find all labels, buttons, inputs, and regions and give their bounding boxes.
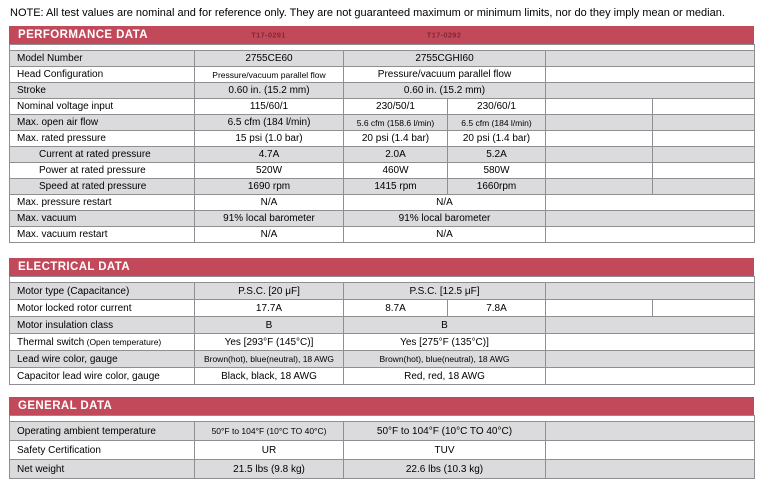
- row-label: Max. rated pressure: [10, 131, 195, 147]
- value-cell: 230/60/1: [448, 99, 546, 115]
- row-label: Max. pressure restart: [10, 195, 195, 211]
- value-cell: 115/60/1: [195, 99, 344, 115]
- section-title: ELECTRICAL DATA: [18, 261, 131, 273]
- value-cell: 20 psi (1.4 bar): [448, 131, 546, 147]
- value-cell: Yes [275°F (135°C)]: [344, 334, 546, 351]
- table-row: [10, 317, 755, 334]
- value-cell: 2.0A: [344, 147, 448, 163]
- row-label: Operating ambient temperature: [10, 422, 195, 441]
- section-performance-data: [9, 26, 754, 243]
- empty-cell: [546, 460, 755, 479]
- value-cell: 1415 rpm: [344, 179, 448, 195]
- empty-cell: [653, 147, 755, 163]
- empty-cell: [546, 283, 755, 300]
- table-row: [10, 211, 755, 227]
- value-cell: N/A: [195, 195, 344, 211]
- section-general-data: [9, 397, 754, 479]
- value-cell: Pressure/vacuum parallel flow: [344, 67, 546, 83]
- row-label-note: (Open temperature): [84, 336, 162, 347]
- table-row: [10, 67, 755, 83]
- value-cell: P.S.C. [20 μF]: [195, 283, 344, 300]
- empty-cell: [546, 99, 653, 115]
- empty-cell: [653, 115, 755, 131]
- row-label: Motor locked rotor current: [10, 300, 195, 317]
- value-cell: 22.6 lbs (10.3 kg): [344, 460, 546, 479]
- row-label: Max. open air flow: [10, 115, 195, 131]
- value-cell: N/A: [195, 227, 344, 243]
- row-label: Motor type (Capacitance): [10, 283, 195, 300]
- table-row: [10, 179, 755, 195]
- empty-cell: [546, 334, 755, 351]
- doc-ref-tag-1: T17-0291: [251, 30, 286, 40]
- table-row: [10, 195, 755, 211]
- value-cell: Red, red, 18 AWG: [344, 368, 546, 385]
- general-data-table: [9, 415, 755, 479]
- table-row: [10, 51, 755, 67]
- value-cell: 50°F to 104°F (10°C TO 40°C): [195, 422, 344, 441]
- empty-cell: [546, 422, 755, 441]
- value-cell: Pressure/vacuum parallel flow: [195, 67, 344, 83]
- empty-cell: [546, 317, 755, 334]
- empty-cell: [546, 131, 653, 147]
- row-label: Motor insulation class: [10, 317, 195, 334]
- empty-cell: [546, 195, 755, 211]
- value-cell: 1660rpm: [448, 179, 546, 195]
- doc-ref-tag-2: T17-0292: [426, 30, 462, 40]
- value-cell: TUV: [344, 441, 546, 460]
- value-cell: N/A: [344, 227, 546, 243]
- value-cell: 7.8A: [448, 300, 546, 317]
- row-label: Safety Certification: [10, 441, 195, 460]
- value-cell: B: [195, 317, 344, 334]
- value-cell: 0.60 in. (15.2 mm): [195, 83, 344, 99]
- empty-cell: [546, 147, 653, 163]
- value-cell: P.S.C. [12.5 μF]: [344, 283, 546, 300]
- empty-cell: [653, 300, 755, 317]
- row-label: Capacitor lead wire color, gauge: [10, 368, 195, 385]
- value-cell: 520W: [195, 163, 344, 179]
- empty-cell: [546, 441, 755, 460]
- section-title: GENERAL DATA: [18, 400, 113, 412]
- row-label: Max. vacuum: [10, 211, 195, 227]
- value-cell: UR: [195, 441, 344, 460]
- empty-cell: [653, 163, 755, 179]
- note-text: NOTE: All test values are nominal and for reference only. They are not guaranteed maximum or minimum limits, nor do they imply mean or median.: [10, 7, 725, 19]
- value-cell: 2755CGHI60: [344, 51, 546, 67]
- empty-cell: [546, 67, 755, 83]
- general-data-header-bar: [9, 397, 754, 415]
- value-cell: 0.60 in. (15.2 mm): [344, 83, 546, 99]
- empty-cell: [653, 179, 755, 195]
- value-cell: 8.7A: [344, 300, 448, 317]
- value-cell: B: [344, 317, 546, 334]
- value-cell: 6.5 cfm (184 l/min): [448, 115, 546, 131]
- empty-cell: [546, 368, 755, 385]
- row-label: Current at rated pressure: [10, 147, 195, 163]
- table-row: [10, 227, 755, 243]
- row-label: Nominal voltage input: [10, 99, 195, 115]
- empty-cell: [546, 51, 755, 67]
- section-title: PERFORMANCE DATA: [18, 29, 148, 41]
- table-row: [10, 300, 755, 317]
- value-cell: Brown(hot), blue(neutral), 18 AWG: [195, 351, 344, 368]
- value-cell: 50°F to 104°F (10°C TO 40°C): [344, 422, 546, 441]
- value-cell: 230/50/1: [344, 99, 448, 115]
- table-row: [10, 351, 755, 368]
- value-cell: 91% local barometer: [344, 211, 546, 227]
- performance-data-table: [9, 44, 755, 243]
- value-cell: 460W: [344, 163, 448, 179]
- value-cell: 21.5 lbs (9.8 kg): [195, 460, 344, 479]
- empty-cell: [546, 115, 653, 131]
- table-row: [10, 99, 755, 115]
- value-cell: Brown(hot), blue(neutral), 18 AWG: [344, 351, 546, 368]
- empty-cell: [653, 131, 755, 147]
- value-cell: Black, black, 18 AWG: [195, 368, 344, 385]
- table-row: [10, 368, 755, 385]
- table-row: [10, 83, 755, 99]
- empty-cell: [546, 163, 653, 179]
- electrical-data-header-bar: [9, 258, 754, 276]
- electrical-data-table: [9, 276, 755, 385]
- table-row: [10, 115, 755, 131]
- table-row: [10, 422, 755, 441]
- empty-cell: [653, 99, 755, 115]
- empty-cell: [546, 211, 755, 227]
- performance-data-header-bar: [9, 26, 754, 44]
- value-cell: 20 psi (1.4 bar): [344, 131, 448, 147]
- table-row: [10, 163, 755, 179]
- table-row: [10, 460, 755, 479]
- row-label: Head Configuration: [10, 67, 195, 83]
- empty-cell: [546, 179, 653, 195]
- table-row: [10, 283, 755, 300]
- value-cell: 15 psi (1.0 bar): [195, 131, 344, 147]
- empty-cell: [546, 227, 755, 243]
- table-row: [10, 147, 755, 163]
- section-electrical-data: [9, 258, 754, 385]
- value-cell: Yes [293°F (145°C)]: [195, 334, 344, 351]
- value-cell: 5.6 cfm (158.6 l/min): [344, 115, 448, 131]
- value-cell: N/A: [344, 195, 546, 211]
- value-cell: 91% local barometer: [195, 211, 344, 227]
- value-cell: 17.7A: [195, 300, 344, 317]
- row-label: Thermal switch (Open temperature): [10, 334, 195, 351]
- value-cell: 2755CE60: [195, 51, 344, 67]
- value-cell: 5.2A: [448, 147, 546, 163]
- value-cell: 6.5 cfm (184 l/min): [195, 115, 344, 131]
- row-label: Stroke: [10, 83, 195, 99]
- empty-cell: [546, 83, 755, 99]
- empty-cell: [546, 300, 653, 317]
- row-label: Lead wire color, gauge: [10, 351, 195, 368]
- row-label: Net weight: [10, 460, 195, 479]
- value-cell: 4.7A: [195, 147, 344, 163]
- row-label: Max. vacuum restart: [10, 227, 195, 243]
- row-label: Model Number: [10, 51, 195, 67]
- table-row: [10, 441, 755, 460]
- table-row: [10, 334, 755, 351]
- value-cell: 580W: [448, 163, 546, 179]
- value-cell: 1690 rpm: [195, 179, 344, 195]
- empty-cell: [546, 351, 755, 368]
- table-row: [10, 131, 755, 147]
- row-label: Power at rated pressure: [10, 163, 195, 179]
- row-label: Speed at rated pressure: [10, 179, 195, 195]
